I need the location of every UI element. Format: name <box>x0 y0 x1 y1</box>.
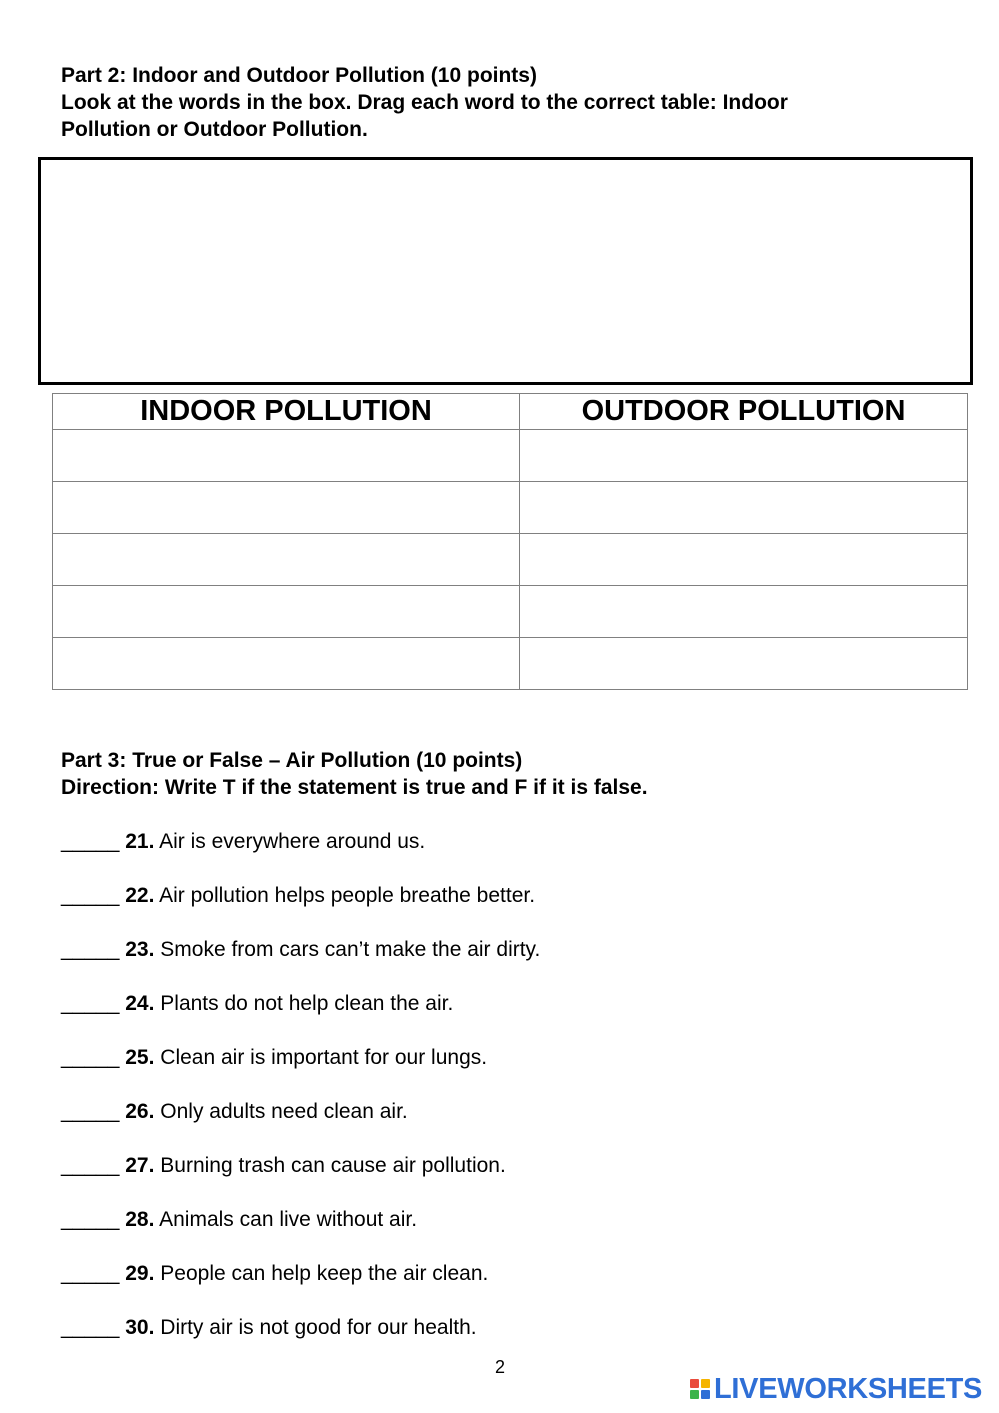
question-item <box>61 936 941 990</box>
question-number: 24. <box>125 992 155 1015</box>
answer-blank[interactable]: _____ <box>61 1154 126 1177</box>
logo-icon <box>690 1379 710 1399</box>
question-number: 27. <box>125 1154 155 1177</box>
question-number: 21. <box>125 830 155 853</box>
question-text: Dirty air is not good for our health. <box>154 1316 477 1339</box>
part3-direction: Direction: Write T if the statement is true and F if it is false. <box>61 776 648 799</box>
answer-blank[interactable]: _____ <box>61 1208 126 1231</box>
indoor-pollution-header: INDOOR POLLUTION <box>53 394 520 430</box>
question-text: Burning trash can cause air pollution. <box>154 1154 506 1177</box>
part2-instruction-line1: Look at the words in the box. Drag each word to the correct table: Indoor <box>61 91 788 114</box>
question-text: Air pollution helps people breathe better. <box>154 884 536 907</box>
logo-text: LIVEWORKSHEETS <box>714 1373 983 1405</box>
outdoor-drop-cell[interactable] <box>520 430 968 482</box>
outdoor-drop-cell[interactable] <box>520 534 968 586</box>
outdoor-drop-cell[interactable] <box>520 586 968 638</box>
word-bank-box[interactable] <box>38 157 973 385</box>
liveworksheets-logo <box>690 1374 982 1404</box>
question-item <box>61 990 941 1044</box>
answer-blank[interactable]: _____ <box>61 884 126 907</box>
answer-blank[interactable]: _____ <box>61 1262 126 1285</box>
part2-title: Part 2: Indoor and Outdoor Pollution (10 points) <box>61 64 537 87</box>
question-number: 22. <box>125 884 155 907</box>
indoor-drop-cell[interactable] <box>53 482 520 534</box>
question-item <box>61 1206 941 1260</box>
outdoor-drop-cell[interactable] <box>520 482 968 534</box>
true-false-questions <box>61 828 941 1368</box>
page-number: 2 <box>494 1357 505 1377</box>
answer-blank[interactable]: _____ <box>61 992 126 1015</box>
outdoor-pollution-header: OUTDOOR POLLUTION <box>520 394 968 430</box>
part3-title: Part 3: True or False – Air Pollution (10 points) <box>61 749 523 772</box>
indoor-drop-cell[interactable] <box>53 586 520 638</box>
part2-instruction-line2: Pollution or Outdoor Pollution. <box>61 118 368 141</box>
question-number: 30. <box>125 1316 155 1339</box>
question-number: 26. <box>125 1100 155 1123</box>
question-text: Plants do not help clean the air. <box>154 992 454 1015</box>
question-item <box>61 1152 941 1206</box>
indoor-drop-cell[interactable] <box>53 638 520 690</box>
question-text: Animals can live without air. <box>154 1208 418 1231</box>
answer-blank[interactable]: _____ <box>61 938 126 961</box>
question-item <box>61 1260 941 1314</box>
question-item <box>61 1044 941 1098</box>
answer-blank[interactable]: _____ <box>61 1100 126 1123</box>
question-item <box>61 828 941 882</box>
question-item <box>61 882 941 936</box>
question-number: 29. <box>125 1262 155 1285</box>
answer-blank[interactable]: _____ <box>61 830 126 853</box>
question-number: 23. <box>125 938 155 961</box>
question-item <box>61 1098 941 1152</box>
answer-blank[interactable]: _____ <box>61 1316 126 1339</box>
question-text: Clean air is important for our lungs. <box>154 1046 488 1069</box>
question-number: 25. <box>125 1046 155 1069</box>
question-text: Air is everywhere around us. <box>154 830 426 853</box>
question-number: 28. <box>125 1208 155 1231</box>
question-text: People can help keep the air clean. <box>154 1262 489 1285</box>
part3-heading <box>61 747 921 801</box>
answer-blank[interactable]: _____ <box>61 1046 126 1069</box>
pollution-sort-table <box>52 393 968 690</box>
outdoor-drop-cell[interactable] <box>520 638 968 690</box>
question-text: Smoke from cars can’t make the air dirty. <box>154 938 541 961</box>
question-text: Only adults need clean air. <box>154 1100 408 1123</box>
part2-heading <box>61 62 921 143</box>
indoor-drop-cell[interactable] <box>53 534 520 586</box>
indoor-drop-cell[interactable] <box>53 430 520 482</box>
